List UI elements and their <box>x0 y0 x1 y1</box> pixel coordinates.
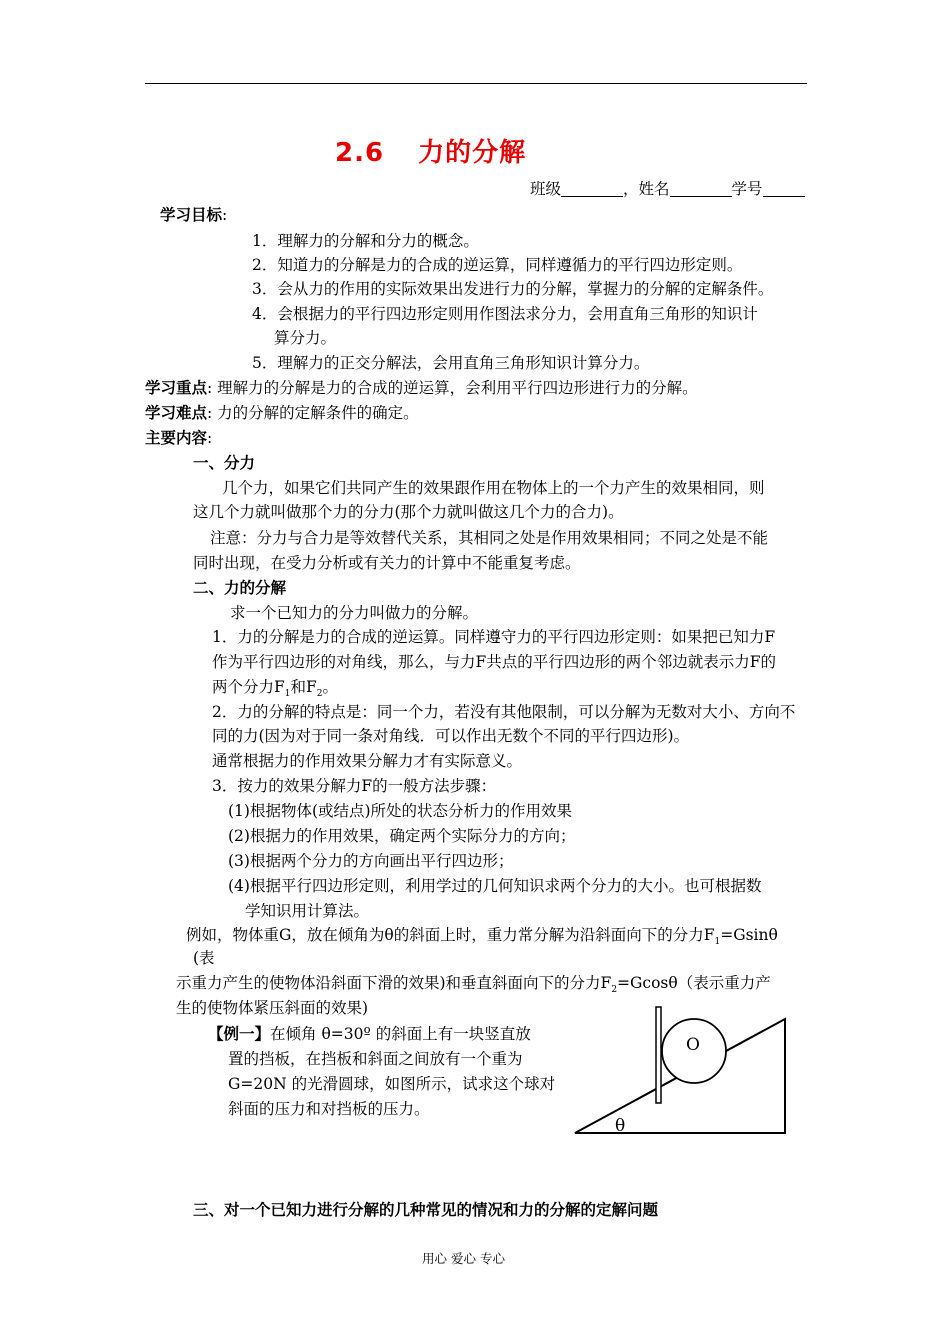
section2-heading: 二、力的分解 <box>193 579 287 597</box>
example-line: 生的使物体紧压斜面的效果) <box>176 999 369 1017</box>
section3-heading: 三、对一个已知力进行分解的几种常见的情况和力的分解的定解问题 <box>193 1201 659 1219</box>
angle-label: θ <box>615 1116 626 1136</box>
step-item: (2)根据力的作用效果，确定两个实际分力的方向； <box>228 827 576 845</box>
example1-line: G=20N 的光滑圆球，如图所示，试求这个球对 <box>228 1075 556 1093</box>
section2-p1-line: 作为平行四边形的对角线，那么，与力F共点的平行四边形的两个邻边就表示力F的 <box>212 653 777 671</box>
step-item-cont: 学知识用计算法。 <box>245 902 370 920</box>
name-label: ，姓名 <box>623 180 670 198</box>
section1-line: 几个力，如果它们共同产生的效果跟作用在物体上的一个力产生的效果相同，则 <box>222 479 765 497</box>
section2-p1-line: 两个分力$F_1$和$F_2$。 <box>212 678 339 700</box>
baffle-plate <box>656 1007 661 1103</box>
example1-line: 置的挡板，在挡板和斜面之间放有一个重为 <box>228 1050 523 1068</box>
objective-item: 1．理解力的分解和分力的概念。 <box>252 232 479 250</box>
section2-p1-line: 1．力的分解是力的合成的逆运算。同样遵守力的平行四边形定则：如果把已知力F <box>212 628 776 646</box>
objective-item-cont: 算分力。 <box>274 329 337 347</box>
example1-line: 斜面的压力和对挡板的压力。 <box>228 1100 430 1118</box>
title-number: 2.6 <box>335 138 385 168</box>
name-blank <box>670 180 732 197</box>
ball-label: O <box>686 1035 700 1055</box>
objective-item: 4．会根据力的平行四边形定则用作图法求分力，会用直角三角形的知识计 <box>252 305 758 323</box>
title-text: 力的分解 <box>418 138 527 168</box>
incline-figure <box>565 1005 800 1140</box>
section2-p2-line: 通常根据力的作用效果分解力才有实际意义。 <box>212 752 523 770</box>
key-point: 学习重点: 理解力的分解是力的合成的逆运算，会利用平行四边形进行力的分解。 <box>145 379 698 397</box>
id-label: 学号 <box>731 180 763 198</box>
id-blank <box>763 180 805 197</box>
objectives-heading: 学习目标: <box>160 206 228 224</box>
student-info-line <box>530 177 805 199</box>
section1-note: 同时出现，在受力分析或有关力的计算中不能重复考虑。 <box>193 554 581 572</box>
page-title <box>335 132 526 169</box>
objective-item: 5．理解力的正交分解法，会用直角三角形知识计算分力。 <box>252 354 650 372</box>
header-rule <box>145 83 807 84</box>
section2-p3-line: 3．按力的效果分解力F的一般方法步骤： <box>212 777 497 795</box>
step-item: (4)根据平行四边形定则，利用学过的几何知识求两个分力的大小。也可根据数 <box>228 877 762 895</box>
section2-definition: 求一个已知力的分力叫做力的分解。 <box>230 604 479 622</box>
example-line: 例如，物体重G，放在倾角为θ的斜面上时，重力常分解为沿斜面向下的分力$F_1=Gsin\theta$ <box>186 926 778 948</box>
class-blank <box>561 180 623 197</box>
footer-text: 用心 爱心 专心 <box>422 1251 505 1266</box>
step-item: (3)根据两个分力的方向画出平行四边形； <box>228 852 514 870</box>
example-line: 示重力产生的使物体沿斜面下滑的效果)和垂直斜面向下的分力$F_2=Gcos\theta$（表示重力产 <box>176 974 771 996</box>
difficulty: 学习难点: 力的分解的定解条件的确定。 <box>145 404 419 422</box>
class-label: 班级 <box>530 180 562 198</box>
section1-note: 注意：分力与合力是等效替代关系，其相同之处是作用效果相同；不同之处是不能 <box>210 529 769 547</box>
section2-p2-line: 2．力的分解的特点是：同一个力，若没有其他限制，可以分解为无数对大小、方向不 <box>212 703 796 721</box>
content-heading: 主要内容: <box>145 429 213 447</box>
section2-p2-line: 同的力(因为对于同一条对角线．可以作出无数个不同的平行四边形)。 <box>212 727 690 745</box>
example1-line: 【例一】在倾角 θ=30º 的斜面上有一块竖直放 <box>208 1025 531 1043</box>
example-line: (表 <box>193 949 215 967</box>
objective-item: 3．会从力的作用的实际效果出发进行力的分解，掌握力的分解的定解条件。 <box>252 280 774 298</box>
objective-item: 2．知道力的分解是力的合成的逆运算，同样遵循力的平行四边形定则。 <box>252 256 743 274</box>
section1-line: 这几个力就叫做那个力的分力(那个力就叫做这几个力的合力)。 <box>193 503 624 521</box>
step-item: (1)根据物体(或结点)所处的状态分析力的作用效果 <box>228 802 573 820</box>
section1-heading: 一、分力 <box>193 454 256 472</box>
